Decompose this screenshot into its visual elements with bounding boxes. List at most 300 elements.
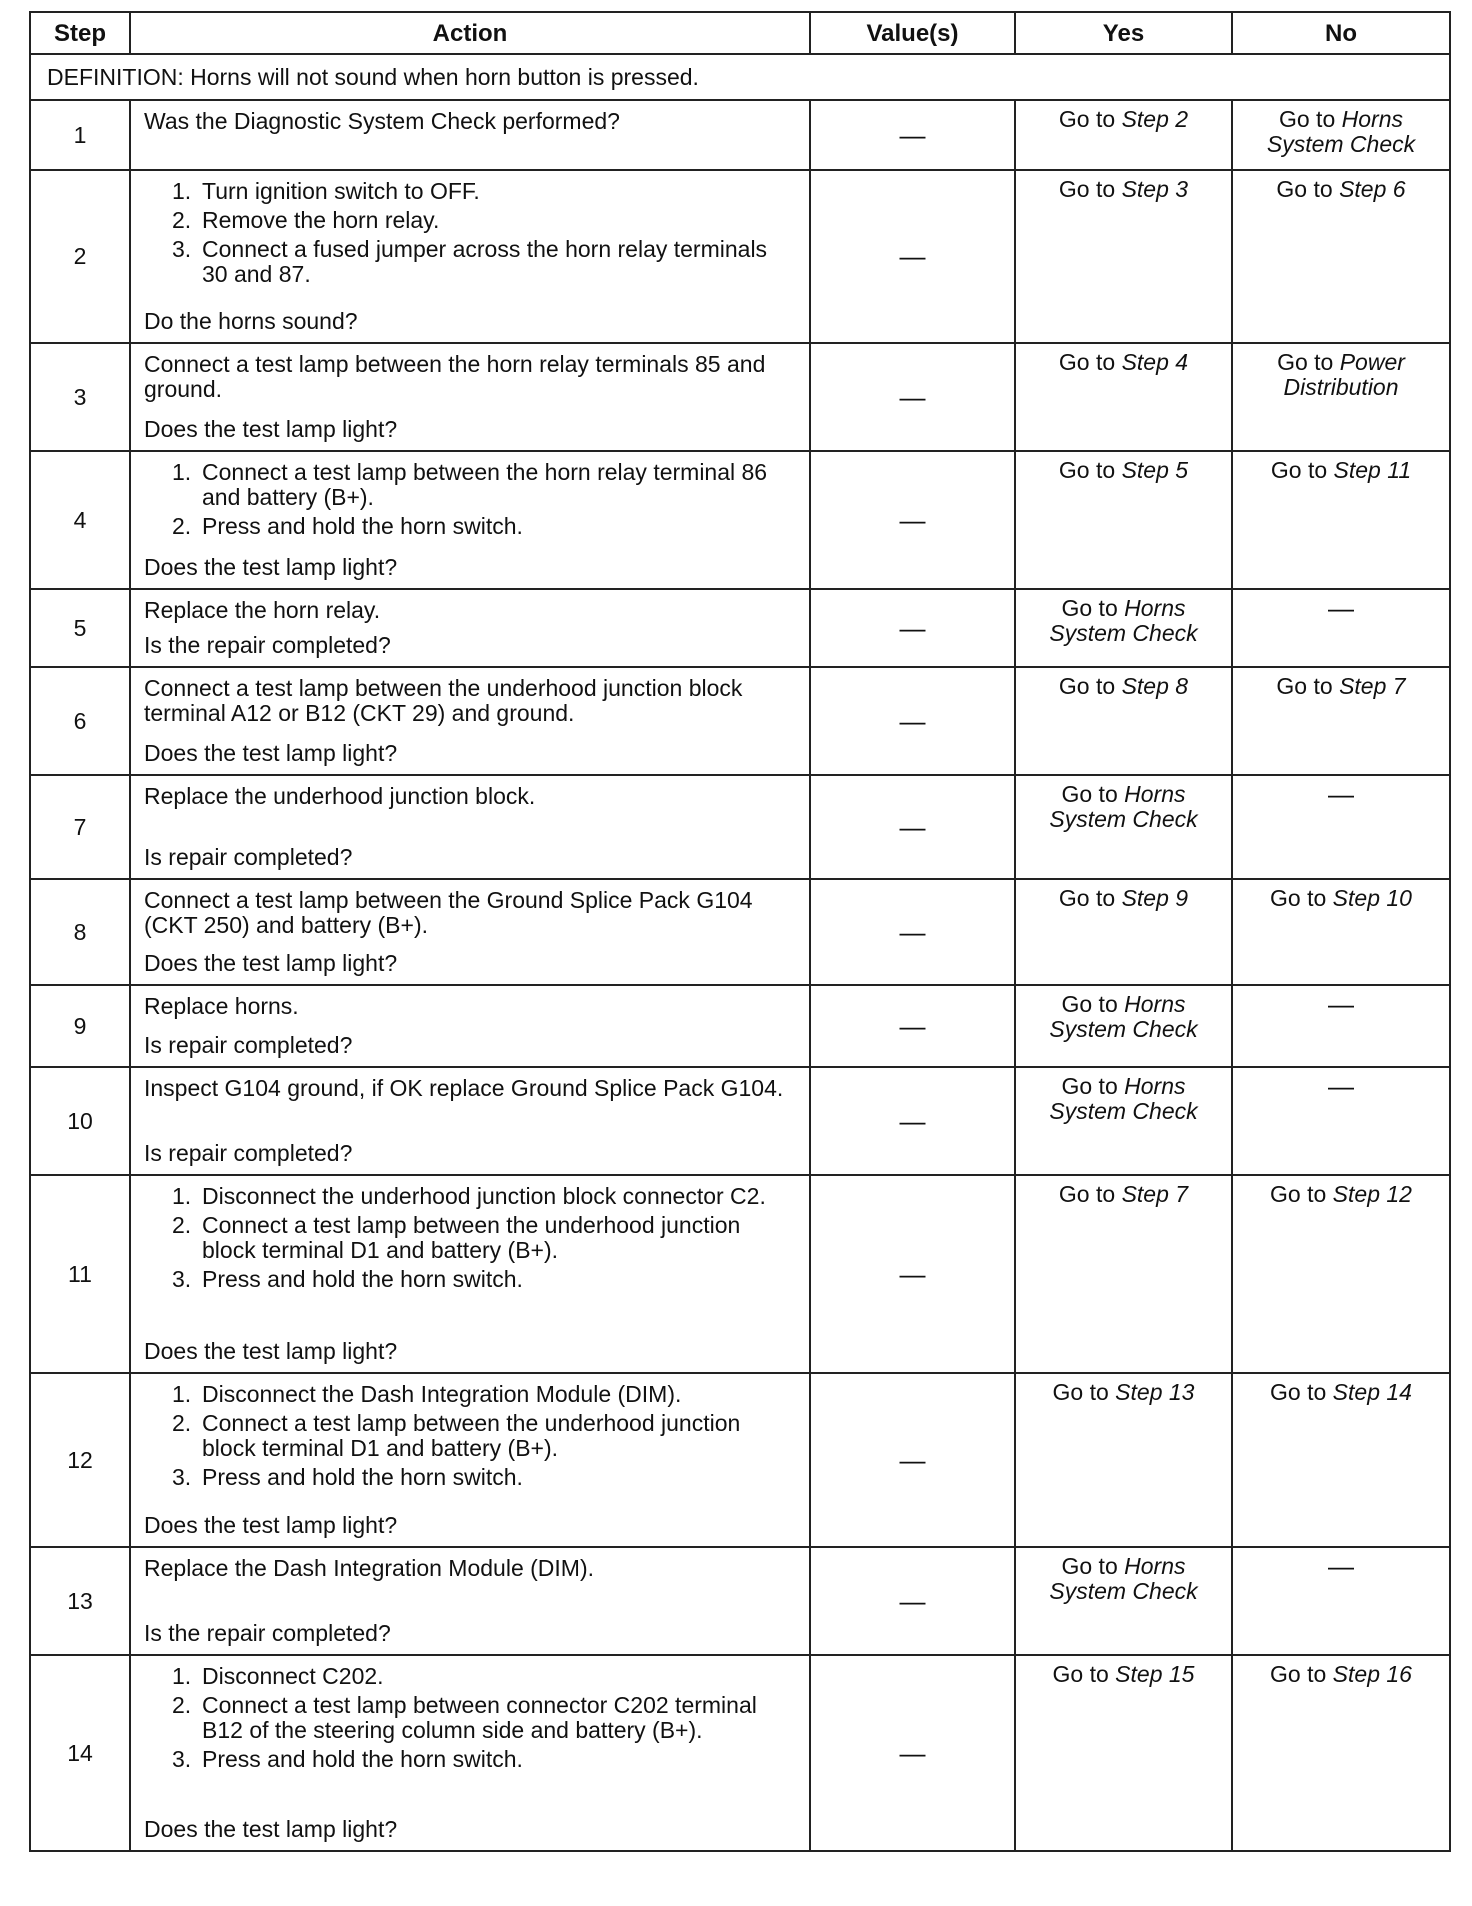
value-cell: — [810, 343, 1015, 451]
table-row [30, 1067, 1450, 1175]
action-instructions [144, 1664, 797, 1776]
yes-cell-target: Step 4 [1121, 349, 1189, 375]
yes-cell [1015, 451, 1232, 589]
action-step-item [172, 1747, 797, 1772]
no-cell-dash: — [1328, 989, 1354, 1019]
no-cell-line [1276, 674, 1405, 699]
action-cell [130, 1067, 810, 1175]
no-cell-target: Step 6 [1339, 176, 1406, 202]
yes-cell-target2: System Check [1049, 806, 1198, 832]
action-question: Is the repair completed? [144, 1620, 391, 1646]
action-cell [130, 343, 810, 451]
yes-cell-line [1059, 1182, 1188, 1207]
step-number: 4 [30, 451, 130, 589]
action-step-number: 3. [172, 236, 192, 262]
yes-cell-line [1059, 177, 1188, 202]
yes-cell-content [1016, 344, 1231, 383]
value-cell: — [810, 775, 1015, 879]
action-step-text: Connect a test lamp between the underhood junction block terminal D1 and battery (B+). [202, 1410, 741, 1461]
action-step-item [172, 1664, 797, 1689]
no-cell-content [1233, 1656, 1449, 1695]
action-steps [144, 179, 797, 287]
yes-cell-content [1016, 101, 1231, 140]
no-cell-content [1233, 452, 1449, 491]
action-step-item [172, 1465, 797, 1490]
no-cell [1232, 451, 1450, 589]
step-number: 12 [30, 1373, 130, 1547]
action-cell [130, 589, 810, 667]
value-cell: — [810, 1067, 1015, 1175]
yes-cell-line1 [1061, 1074, 1185, 1099]
action-question: Does the test lamp light? [144, 950, 398, 976]
table-row [30, 343, 1450, 451]
yes-cell-target: Horns [1124, 1553, 1186, 1579]
action-step-number: 2. [172, 1692, 192, 1718]
no-cell-dash: — [1328, 1071, 1354, 1101]
action-question: Does the test lamp light? [144, 1512, 398, 1538]
action-instructions [144, 994, 797, 1019]
action-steps [144, 1184, 797, 1292]
action-instructions [144, 179, 797, 291]
no-cell-line1 [1277, 350, 1405, 375]
action-step-item [172, 179, 797, 204]
value-cell: — [810, 1655, 1015, 1851]
yes-cell-line1 [1061, 1554, 1185, 1579]
action-cell [130, 1373, 810, 1547]
no-cell-target: Power [1339, 349, 1405, 375]
action-step-number: 3. [172, 1464, 192, 1490]
yes-cell [1015, 667, 1232, 775]
yes-cell-content [1016, 1656, 1231, 1695]
action-cell [130, 775, 810, 879]
header-no: No [1232, 12, 1450, 54]
yes-cell-target: Horns [1124, 1073, 1186, 1099]
no-cell [1232, 775, 1450, 879]
step-number: 8 [30, 879, 130, 985]
action-instructions [144, 1556, 797, 1581]
action-instructions [144, 676, 797, 726]
no-cell-content [1233, 590, 1449, 629]
no-cell-line [1276, 177, 1405, 202]
action-steps [144, 1664, 797, 1772]
action-step-item [172, 1382, 797, 1407]
definition-row [30, 54, 1450, 100]
yes-cell [1015, 1067, 1232, 1175]
action-cell [130, 667, 810, 775]
action-step-item [172, 1184, 797, 1209]
diagnostic-table-page [29, 11, 1449, 1852]
no-cell-target2: Distribution [1283, 374, 1399, 400]
action-step-text: Press and hold the horn switch. [202, 513, 523, 539]
action-instructions [144, 109, 797, 134]
yes-cell [1015, 1547, 1232, 1655]
no-cell [1232, 1067, 1450, 1175]
no-cell-target: Step 14 [1332, 1379, 1412, 1405]
action-instructions [144, 352, 797, 402]
no-cell-prefix: Go to [1270, 1181, 1333, 1207]
no-cell [1232, 985, 1450, 1067]
action-cell [130, 1547, 810, 1655]
action-step-item [172, 1213, 797, 1263]
table-row [30, 100, 1450, 170]
yes-cell-line [1053, 1662, 1195, 1687]
no-cell-content [1233, 668, 1449, 707]
no-cell [1232, 100, 1450, 170]
yes-cell-line [1059, 107, 1188, 132]
no-cell-target: Step 16 [1332, 1661, 1412, 1687]
yes-cell-line [1053, 1380, 1195, 1405]
no-cell-target: Step 7 [1339, 673, 1406, 699]
action-question: Do the horns sound? [144, 308, 358, 334]
action-instructions [144, 460, 797, 543]
table-row [30, 775, 1450, 879]
yes-cell-line2 [1049, 1017, 1197, 1042]
value-cell: — [810, 1373, 1015, 1547]
no-cell-line [1270, 886, 1412, 911]
action-question: Is the repair completed? [144, 632, 391, 658]
no-cell-prefix: Go to [1276, 673, 1340, 699]
yes-cell-prefix: Go to [1058, 106, 1122, 132]
action-step-number: 1. [172, 459, 192, 485]
action-content [131, 171, 809, 342]
action-instructions [144, 1184, 797, 1296]
yes-cell-content [1016, 668, 1231, 707]
yes-cell-line2 [1049, 1579, 1197, 1604]
no-cell-content [1233, 101, 1449, 165]
action-step-text: Remove the horn relay. [202, 207, 440, 233]
action-text: Connect a test lamp between the horn relay terminals 85 and ground. [144, 351, 766, 402]
step-number: 1 [30, 100, 130, 170]
value-cell: — [810, 879, 1015, 985]
yes-cell-target: Horns [1124, 991, 1186, 1017]
action-step-item [172, 1267, 797, 1292]
yes-cell-content [1016, 880, 1231, 919]
action-text: Was the Diagnostic System Check performed? [144, 108, 620, 134]
no-cell-line [1270, 1380, 1412, 1405]
action-step-text: Disconnect C202. [202, 1663, 384, 1689]
yes-cell-line [1059, 886, 1188, 911]
yes-cell-line1 [1061, 992, 1185, 1017]
action-content [131, 1656, 809, 1850]
action-question: Is repair completed? [144, 844, 353, 870]
no-cell-target: Step 10 [1332, 885, 1412, 911]
action-question: Does the test lamp light? [144, 1816, 398, 1842]
header-action: Action [130, 12, 810, 54]
action-step-item [172, 1411, 797, 1461]
action-step-text: Connect a test lamp between the horn relay terminal 86 and battery (B+). [202, 459, 768, 510]
action-question: Does the test lamp light? [144, 416, 398, 442]
action-step-number: 1. [172, 178, 192, 204]
action-step-item [172, 237, 797, 287]
action-cell [130, 985, 810, 1067]
no-cell-content [1233, 1374, 1449, 1413]
no-cell-line2 [1267, 132, 1415, 157]
yes-cell-prefix: Go to [1058, 176, 1122, 202]
yes-cell [1015, 1655, 1232, 1851]
step-number: 11 [30, 1175, 130, 1373]
no-cell-prefix: Go to [1270, 1661, 1333, 1687]
yes-cell-line1 [1061, 596, 1185, 621]
no-cell-line1 [1279, 107, 1403, 132]
yes-cell-line2 [1049, 621, 1197, 646]
value-cell: — [810, 589, 1015, 667]
action-question: Does the test lamp light? [144, 554, 398, 580]
value-cell: — [810, 667, 1015, 775]
action-question: Is repair completed? [144, 1032, 353, 1058]
no-cell-line [1271, 458, 1411, 483]
action-content [131, 1176, 809, 1372]
action-content [131, 344, 809, 450]
action-content [131, 1548, 809, 1654]
table-row [30, 879, 1450, 985]
no-cell-content [1233, 986, 1449, 1025]
action-step-number: 1. [172, 1183, 192, 1209]
action-step-item [172, 208, 797, 233]
action-content [131, 880, 809, 984]
table-row [30, 589, 1450, 667]
action-step-text: Connect a fused jumper across the horn relay terminals 30 and 87. [202, 236, 768, 287]
yes-cell-target2: System Check [1049, 1098, 1198, 1124]
value-cell: — [810, 1547, 1015, 1655]
no-cell-content [1233, 1176, 1449, 1215]
action-text: Connect a test lamp between the underhood junction block terminal A12 or B12 (CKT 29) and ground. [144, 675, 743, 726]
yes-cell-target: Step 15 [1115, 1661, 1195, 1687]
action-cell [130, 1175, 810, 1373]
yes-cell [1015, 1175, 1232, 1373]
action-step-number: 3. [172, 1266, 192, 1292]
action-text: Replace horns. [144, 993, 299, 1019]
yes-cell-prefix: Go to [1058, 885, 1122, 911]
value-cell: — [810, 1175, 1015, 1373]
action-instructions [144, 1076, 797, 1101]
action-step-number: 2. [172, 1410, 192, 1436]
yes-cell-target: Step 3 [1121, 176, 1189, 202]
step-number: 14 [30, 1655, 130, 1851]
yes-cell-line1 [1061, 782, 1185, 807]
action-step-item [172, 514, 797, 539]
yes-cell-prefix: Go to [1061, 1073, 1125, 1099]
action-content [131, 452, 809, 588]
yes-cell-prefix: Go to [1061, 991, 1125, 1017]
yes-cell [1015, 879, 1232, 985]
action-content [131, 1374, 809, 1546]
value-cell: — [810, 170, 1015, 343]
no-cell-prefix: Go to [1277, 349, 1340, 375]
action-step-text: Press and hold the horn switch. [202, 1464, 523, 1490]
yes-cell-content [1016, 452, 1231, 491]
action-question: Does the test lamp light? [144, 740, 398, 766]
yes-cell-line2 [1049, 807, 1197, 832]
no-cell [1232, 589, 1450, 667]
header-yes: Yes [1015, 12, 1232, 54]
action-step-text: Turn ignition switch to OFF. [202, 178, 480, 204]
yes-cell [1015, 589, 1232, 667]
yes-cell-target: Step 7 [1121, 1181, 1189, 1207]
action-step-number: 2. [172, 1212, 192, 1238]
yes-cell [1015, 985, 1232, 1067]
yes-cell-prefix: Go to [1058, 349, 1122, 375]
yes-cell-target: Horns [1124, 781, 1186, 807]
no-cell-line [1270, 1662, 1412, 1687]
yes-cell [1015, 343, 1232, 451]
no-cell [1232, 1547, 1450, 1655]
yes-cell-target: Horns [1124, 595, 1186, 621]
action-step-number: 3. [172, 1746, 192, 1772]
yes-cell-target: Step 13 [1115, 1379, 1195, 1405]
yes-cell-prefix: Go to [1061, 1553, 1125, 1579]
action-question: Is repair completed? [144, 1140, 353, 1166]
table-row [30, 1655, 1450, 1851]
table-row [30, 667, 1450, 775]
no-cell [1232, 170, 1450, 343]
no-cell [1232, 1373, 1450, 1547]
no-cell-content [1233, 880, 1449, 919]
action-content [131, 1068, 809, 1174]
action-step-text: Press and hold the horn switch. [202, 1746, 523, 1772]
action-cell [130, 170, 810, 343]
action-cell [130, 451, 810, 589]
action-content [131, 776, 809, 878]
yes-cell-content [1016, 1068, 1231, 1132]
action-instructions [144, 598, 797, 623]
yes-cell-target2: System Check [1049, 1016, 1198, 1042]
yes-cell-target: Step 2 [1121, 106, 1189, 132]
action-step-text: Press and hold the horn switch. [202, 1266, 523, 1292]
no-cell-target2: System Check [1266, 131, 1416, 157]
no-cell-content [1233, 776, 1449, 815]
action-instructions [144, 784, 797, 809]
step-number: 9 [30, 985, 130, 1067]
yes-cell [1015, 1373, 1232, 1547]
action-cell [130, 879, 810, 985]
yes-cell-content [1016, 171, 1231, 210]
action-content [131, 590, 809, 666]
action-step-number: 2. [172, 513, 192, 539]
action-text: Inspect G104 ground, if OK replace Ground Splice Pack G104. [144, 1075, 784, 1101]
yes-cell-target: Step 9 [1121, 885, 1189, 911]
action-text: Replace the Dash Integration Module (DIM). [144, 1555, 594, 1581]
table-row [30, 1547, 1450, 1655]
yes-cell-content [1016, 986, 1231, 1050]
yes-cell-prefix: Go to [1061, 595, 1125, 621]
yes-cell-target2: System Check [1049, 620, 1198, 646]
action-instructions [144, 888, 797, 938]
yes-cell [1015, 170, 1232, 343]
action-step-number: 1. [172, 1381, 192, 1407]
yes-cell [1015, 775, 1232, 879]
action-step-text: Disconnect the underhood junction block connector C2. [202, 1183, 766, 1209]
header-step: Step [30, 12, 130, 54]
step-number: 2 [30, 170, 130, 343]
no-cell-dash: — [1328, 593, 1354, 623]
value-cell: — [810, 985, 1015, 1067]
yes-cell-line [1059, 674, 1188, 699]
action-cell [130, 100, 810, 170]
table-row [30, 1373, 1450, 1547]
no-cell [1232, 1175, 1450, 1373]
yes-cell-prefix: Go to [1058, 673, 1122, 699]
no-cell-target: Step 11 [1333, 457, 1412, 483]
yes-cell-prefix: Go to [1061, 781, 1125, 807]
yes-cell-content [1016, 1548, 1231, 1612]
no-cell-line [1270, 1182, 1412, 1207]
no-cell-prefix: Go to [1278, 106, 1342, 132]
step-number: 7 [30, 775, 130, 879]
yes-cell-target: Step 8 [1121, 673, 1189, 699]
yes-cell-content [1016, 1176, 1231, 1215]
yes-cell-prefix: Go to [1052, 1379, 1116, 1405]
no-cell-target: Step 12 [1332, 1181, 1412, 1207]
no-cell-content [1233, 1548, 1449, 1587]
action-content [131, 668, 809, 774]
no-cell-prefix: Go to [1270, 1379, 1333, 1405]
header-row [30, 12, 1450, 54]
yes-cell-line [1059, 458, 1188, 483]
action-steps [144, 460, 797, 539]
step-number: 3 [30, 343, 130, 451]
yes-cell-content [1016, 776, 1231, 840]
action-step-text: Connect a test lamp between the underhood junction block terminal D1 and battery (B+). [202, 1212, 741, 1263]
action-step-text: Connect a test lamp between connector C202 terminal B12 of the steering column side and battery (B+). [202, 1692, 757, 1743]
action-step-number: 1. [172, 1663, 192, 1689]
step-number: 6 [30, 667, 130, 775]
diagnostic-table [29, 11, 1451, 1852]
yes-cell-line2 [1049, 1099, 1197, 1124]
action-text: Connect a test lamp between the Ground Splice Pack G104 (CKT 250) and battery (B+). [144, 887, 753, 938]
no-cell [1232, 343, 1450, 451]
yes-cell-line [1059, 350, 1188, 375]
step-number: 5 [30, 589, 130, 667]
action-cell [130, 1655, 810, 1851]
action-content [131, 986, 809, 1066]
action-step-number: 2. [172, 207, 192, 233]
action-content [131, 101, 809, 169]
no-cell-line2 [1283, 375, 1398, 400]
yes-cell [1015, 100, 1232, 170]
no-cell-prefix: Go to [1270, 457, 1334, 483]
no-cell-target: Horns [1341, 106, 1403, 132]
yes-cell-target2: System Check [1049, 1578, 1198, 1604]
no-cell-content [1233, 1068, 1449, 1107]
yes-cell-content [1016, 1374, 1231, 1413]
no-cell-dash: — [1328, 1551, 1354, 1581]
action-instructions [144, 1382, 797, 1494]
action-step-item [172, 1693, 797, 1743]
action-question: Does the test lamp light? [144, 1338, 398, 1364]
no-cell-dash: — [1328, 779, 1354, 809]
value-cell: — [810, 100, 1015, 170]
yes-cell-content [1016, 590, 1231, 654]
yes-cell-prefix: Go to [1058, 457, 1122, 483]
header-values: Value(s) [810, 12, 1015, 54]
step-number: 10 [30, 1067, 130, 1175]
yes-cell-prefix: Go to [1058, 1181, 1122, 1207]
value-cell: — [810, 451, 1015, 589]
table-row [30, 1175, 1450, 1373]
action-step-text: Disconnect the Dash Integration Module (DIM). [202, 1381, 682, 1407]
action-steps [144, 1382, 797, 1490]
step-number: 13 [30, 1547, 130, 1655]
no-cell-prefix: Go to [1270, 885, 1333, 911]
action-text: Replace the horn relay. [144, 597, 381, 623]
no-cell-content [1233, 344, 1449, 408]
table-row [30, 985, 1450, 1067]
no-cell [1232, 667, 1450, 775]
no-cell-prefix: Go to [1276, 176, 1340, 202]
yes-cell-prefix: Go to [1052, 1661, 1116, 1687]
no-cell [1232, 1655, 1450, 1851]
no-cell [1232, 879, 1450, 985]
